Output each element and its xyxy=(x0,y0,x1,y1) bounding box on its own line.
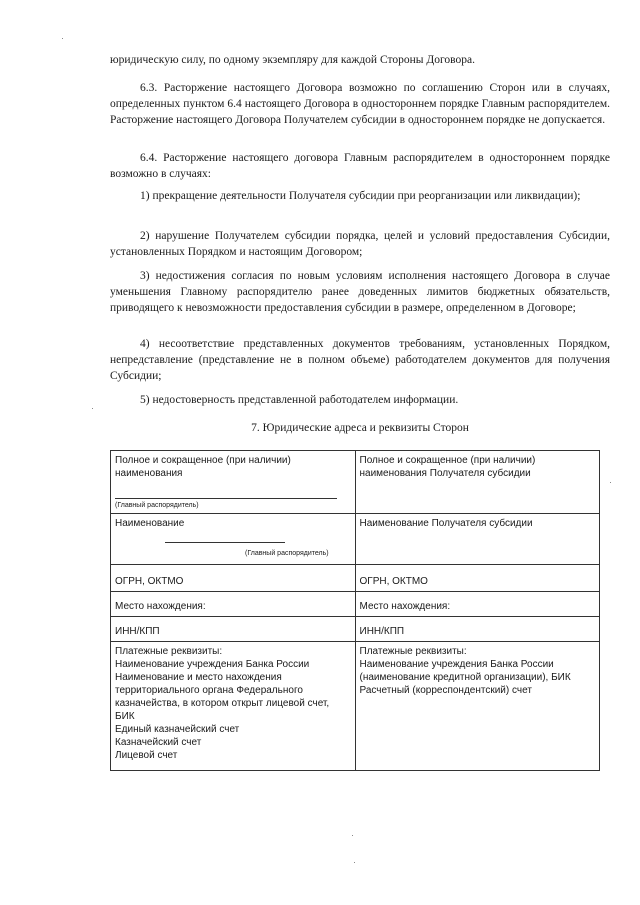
left-payment-line: Платежные реквизиты: xyxy=(115,646,223,657)
list-item-1: 1) прекращение деятельности Получателя субсидии при реорганизации или ликвидации); xyxy=(140,190,581,202)
left-payment-line: Лицевой счет xyxy=(115,750,178,761)
left-name-label-row xyxy=(115,517,351,543)
right-inn-cell xyxy=(355,617,600,642)
paragraph-continuation: юридическую силу, по одному экземпляру для каждой Стороны Договора. xyxy=(110,54,475,66)
scan-speck xyxy=(610,482,611,483)
right-ogrn: ОГРН, ОКТМО xyxy=(359,576,428,587)
table-row xyxy=(111,592,600,617)
right-payment-line: (наименование кредитной организации), БИК xyxy=(359,672,571,683)
requisites-table xyxy=(110,450,600,771)
scan-speck xyxy=(92,408,93,409)
left-name-cell xyxy=(111,451,356,514)
left-name-sub: (Главный распорядитель) xyxy=(115,502,199,509)
left-name-full: Полное и сокращенное (при наличии) наименования xyxy=(115,455,291,479)
right-label-cell xyxy=(355,514,600,565)
left-inn-cell xyxy=(111,617,356,642)
left-inn: ИНН/КПП xyxy=(115,626,160,637)
section-title: 7. Юридические адреса и реквизиты Сторон xyxy=(251,422,469,434)
underline xyxy=(165,532,285,543)
table-row xyxy=(111,514,600,565)
paragraph-6-4: 6.4. Расторжение настоящего договора Главным распорядителем в одностороннем порядке возможно в случаях: xyxy=(110,152,610,180)
list-item-5: 5) недостоверность представленной работодателем информации. xyxy=(140,394,459,406)
right-name-label: Наименование Получателя субсидии xyxy=(359,518,533,529)
scan-speck xyxy=(62,38,63,39)
right-location: Место нахождения: xyxy=(359,601,451,612)
left-payment-line: Наименование и место нахождения территориального органа Федерального казначейства, в котором открыт лицевой счет, xyxy=(115,672,330,709)
paragraph-6-3: 6.3. Расторжение настоящего Договора возможно по соглашению Сторон или в случаях, определенных пунктом 6.4 настоящего Договора в одностороннем порядке Главным распорядителем. Расторжение настоящего Договора Получателем субсидии в одностороннем порядке не допускается. xyxy=(110,82,610,126)
list-item-2: 2) нарушение Получателем субсидии порядка, целей и условий предоставления Субсидии, установленных Порядком и настоящим Договором; xyxy=(110,230,610,258)
table-row xyxy=(111,565,600,592)
right-ogrn-cell xyxy=(355,565,600,592)
left-location-cell xyxy=(111,592,356,617)
list-item-4: 4) несоответствие представленных документов требованиям, установленных Порядком, непредставление (представление не в полном объеме) работодателем документов для получения Субсидии; xyxy=(110,338,610,382)
left-payment-line: Наименование учреждения Банка России xyxy=(115,659,310,670)
left-ogrn-cell xyxy=(111,565,356,592)
scan-speck xyxy=(354,862,355,863)
right-location-cell xyxy=(355,592,600,617)
right-inn: ИНН/КПП xyxy=(359,626,405,637)
left-location: Место нахождения: xyxy=(115,601,206,612)
right-payment-line: Расчетный (корреспондентский) счет xyxy=(359,685,532,696)
right-name-cell xyxy=(355,451,600,514)
table-row xyxy=(111,642,600,771)
left-label-cell xyxy=(111,514,356,565)
left-payment-cell xyxy=(111,642,356,771)
left-payment-line: Казначейский счет xyxy=(115,737,202,748)
right-name-full: Полное и сокращенное (при наличии) наименования Получателя субсидии xyxy=(359,455,536,479)
list-item-3: 3) недостижения согласия по новым условиям исполнения настоящего Договора в случае уменьшения Главному распорядителю ранее доведенных лимитов бюджетных обязательств, приводящего к невозможности предоставления субсидии в размере, определенном в Договоре; xyxy=(110,270,610,314)
left-name-label: Наименование xyxy=(115,518,185,529)
left-name-label-sub: (Главный распорядитель) xyxy=(245,550,329,557)
right-payment-line: Наименование учреждения Банка России xyxy=(359,659,554,670)
left-payment-line: Единый казначейский счет xyxy=(115,724,240,735)
underline xyxy=(115,488,337,499)
right-payment-cell xyxy=(355,642,600,771)
table-row xyxy=(111,451,600,514)
table-row xyxy=(111,617,600,642)
scan-speck xyxy=(352,835,353,836)
left-payment-line: БИК xyxy=(115,711,135,722)
left-ogrn: ОГРН, ОКТМО xyxy=(115,576,184,587)
right-payment-line: Платежные реквизиты: xyxy=(359,646,467,657)
